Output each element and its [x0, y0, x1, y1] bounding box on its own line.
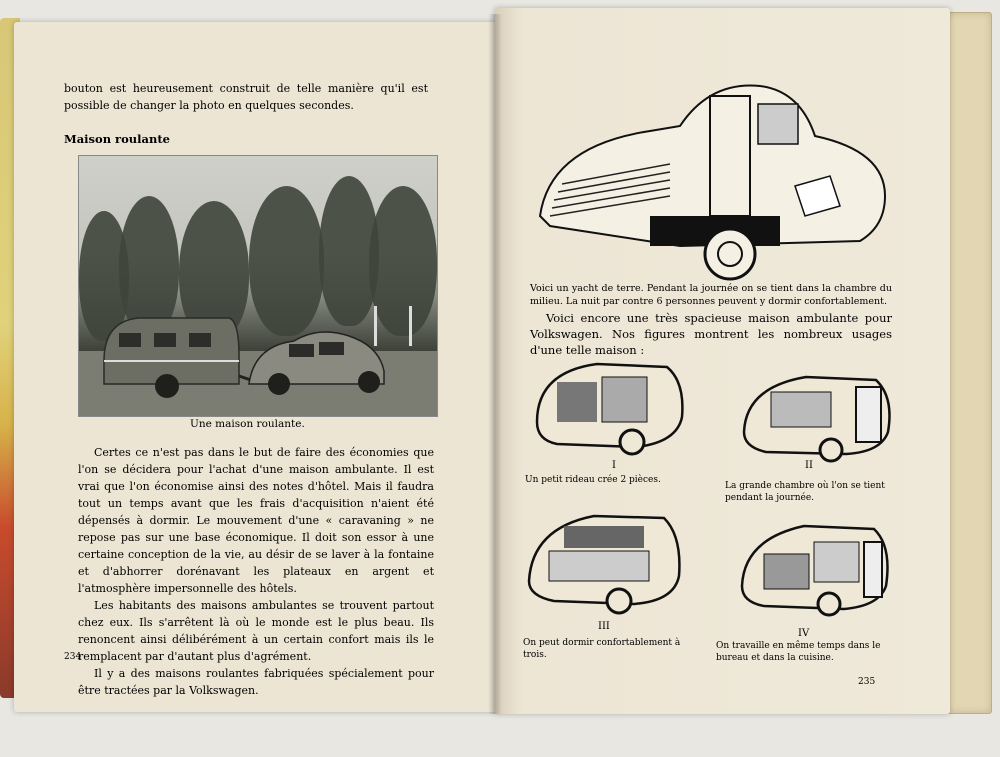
figure-caption: On travaille en même temps dans le bureau et dans la cuisine. — [716, 641, 881, 663]
figure-caption: Un petit rideau crée 2 pièces. — [525, 475, 661, 485]
paragraph: Certes ce n'est pas dans le but de faire des économies que l'on se décidera pour l'achat d'une maison ambulante. Il est vrai que l'on économise ainsi des notes d'hôtel. Mais il faudra tout un temps avant que les frais d'acquisition n'aient été dépensés à dormir. Le mouvement d'une « caravaning » ne repose pas sur une base économique. Il doit son essor à une certaine conception de la vie, au désir de se laver à la fontaine et d'abhorrer dorénavant les plateaux en argent et l'atmosphère impersonnelle des hôtels. — [78, 446, 434, 595]
paragraph: Voici encore une très spacieuse maison ambulante pour Volkswagen. Nos figures montrent les nombreux usages d'une telle maison : — [530, 311, 892, 357]
caravan-car-illustration — [79, 156, 437, 416]
paragraph: Il y a des maisons roulantes fabriquées spécialement pour être tractées par la Volkswagen. — [78, 667, 434, 697]
photo-caption: Une maison roulante. — [190, 418, 305, 430]
caravan-figure-1 — [527, 352, 687, 462]
caravan-photo — [78, 155, 438, 417]
page-number-right: 235 — [858, 677, 876, 687]
left-body-text — [78, 444, 434, 699]
paragraph: Les habitants des maisons ambulantes se trouvent partout chez eux. Ils s'arrêtent là où le monde est le plus beau. Ils renoncent ainsi délibérément à un certain confort mais ils le remplacent par d'autant plus d'agrément. — [78, 599, 434, 663]
figure-numeral: II — [805, 460, 813, 471]
page-number-left: 234 — [64, 652, 82, 662]
land-yacht-cutaway-diagram — [530, 76, 895, 282]
right-paragraph — [530, 310, 892, 358]
caravan-figure-2 — [736, 362, 896, 472]
left-top-text: bouton est heureusement construit de telle manière qu'il est possible de changer la photo en quelques secondes. — [64, 82, 428, 112]
figure-caption: On peut dormir confortablement à trois. — [523, 638, 681, 660]
figure-numeral: I — [612, 460, 616, 471]
figure-caption: La grande chambre où l'on se tient pendant la journée. — [725, 481, 885, 503]
section-heading: Maison roulante — [64, 132, 170, 146]
caravan-figure-4 — [734, 514, 894, 624]
figure-numeral: III — [598, 621, 610, 632]
figure-numeral: IV — [798, 628, 810, 639]
caravan-figure-3 — [524, 506, 684, 616]
book-gutter — [488, 14, 502, 714]
land-yacht-caption: Voici un yacht de terre. Pendant la journée on se tient dans la chambre du milieu. La nuit par contre 6 personnes peuvent y dormir confortablement. — [530, 283, 892, 307]
